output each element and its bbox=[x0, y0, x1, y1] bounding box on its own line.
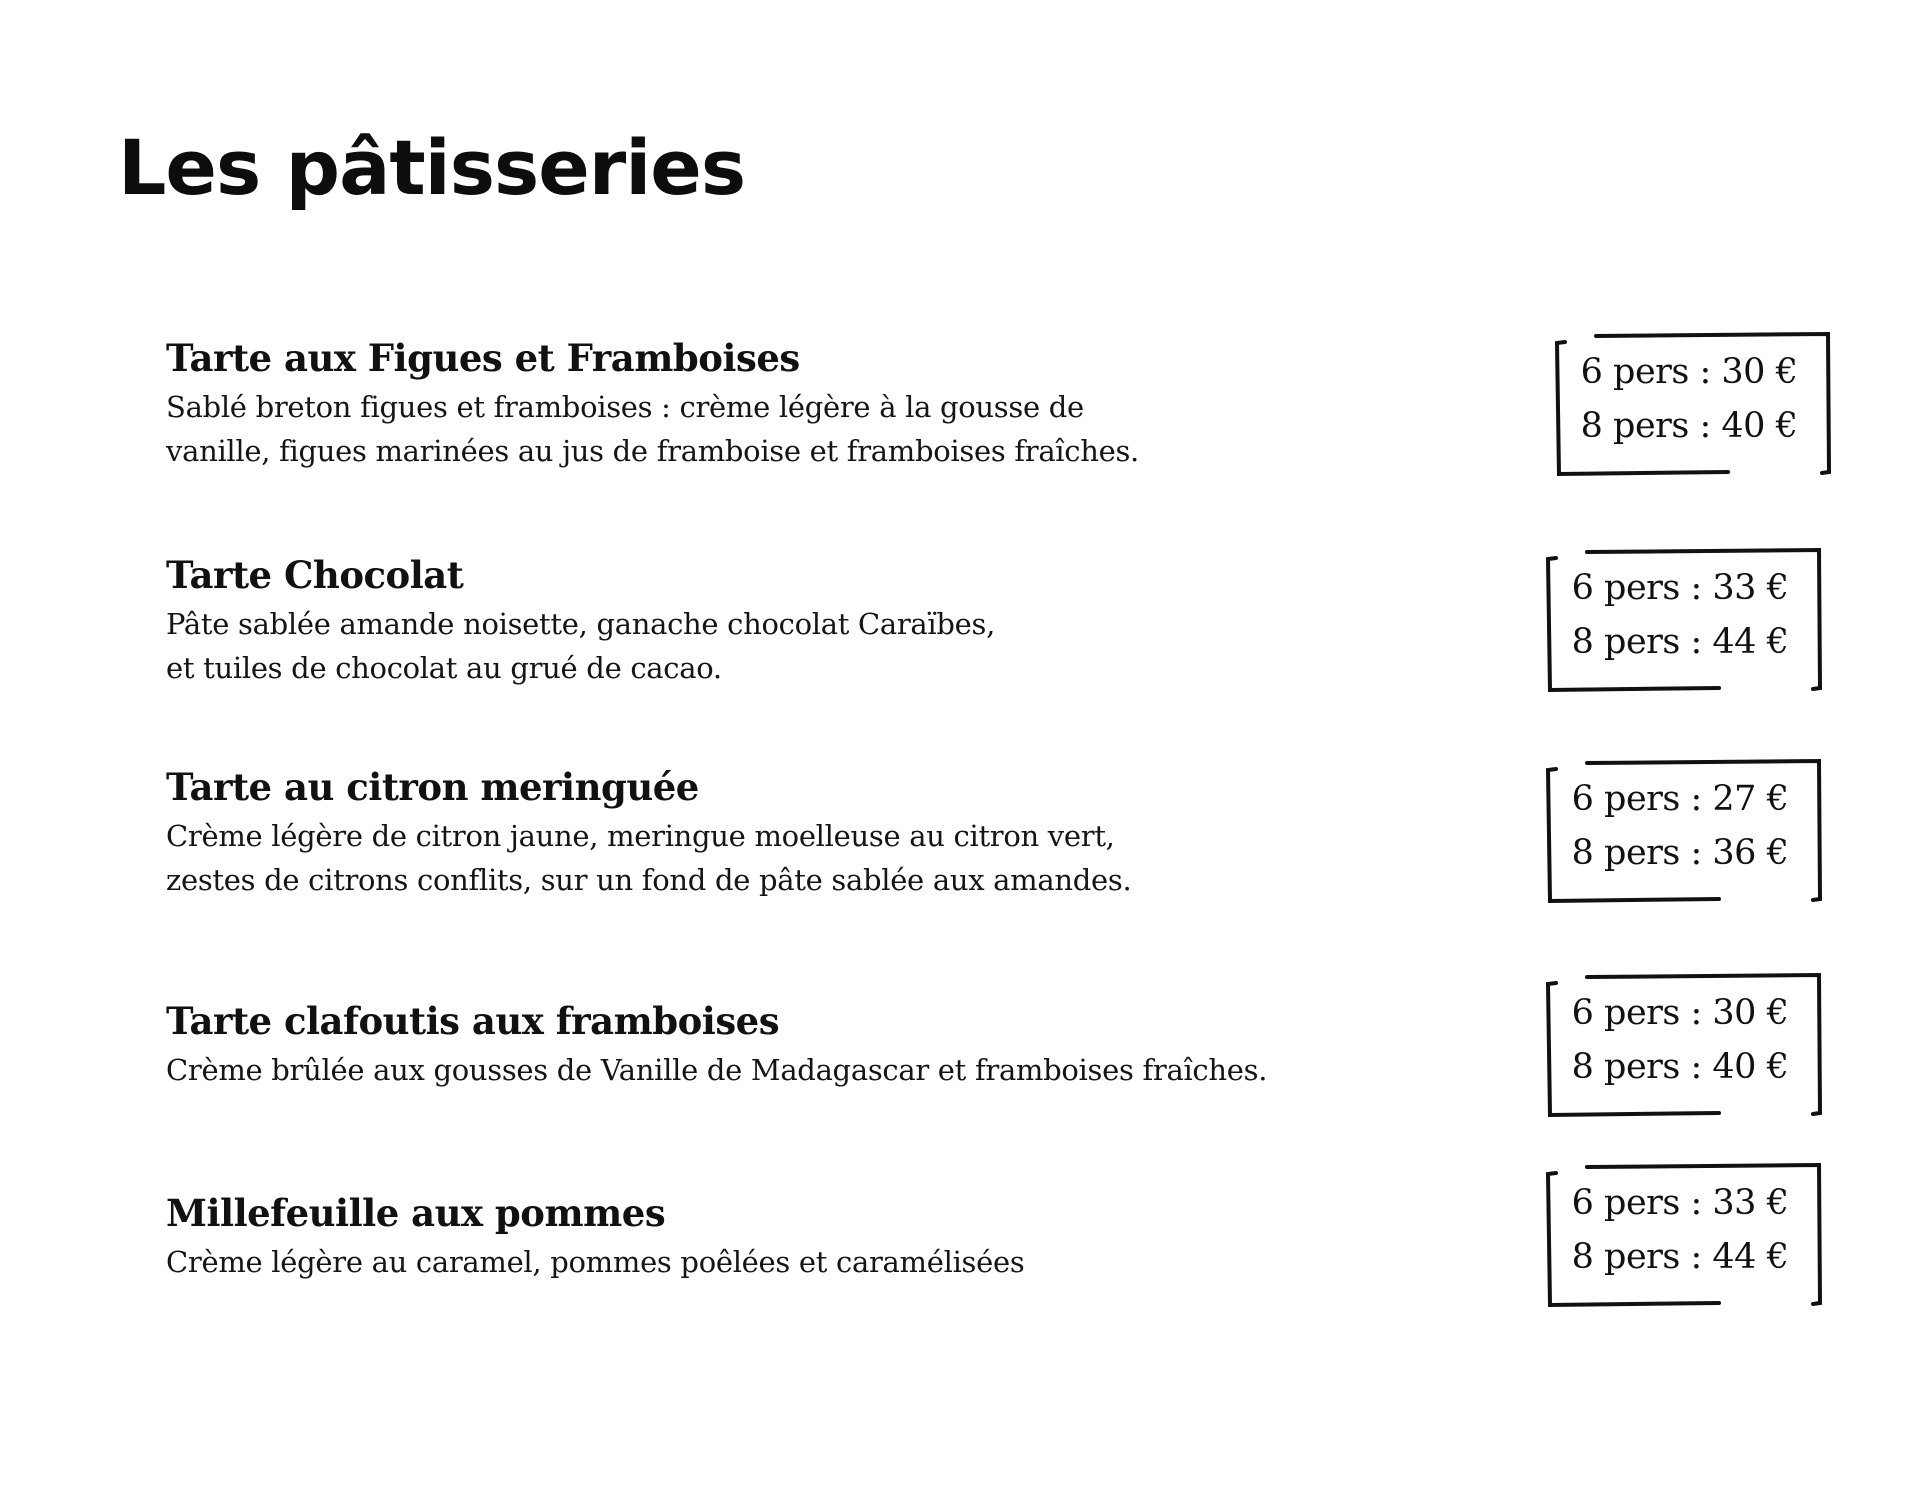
price-8-pers: 8 pers : 40 € bbox=[1580, 406, 1798, 446]
item-name: Tarte au citron meringuée bbox=[166, 765, 699, 809]
price-6-pers: 6 pers : 27 € bbox=[1571, 779, 1789, 819]
price-box bbox=[1547, 761, 1813, 895]
price-box bbox=[1547, 975, 1813, 1109]
item-name: Millefeuille aux pommes bbox=[166, 1191, 666, 1235]
item-name: Tarte aux Figues et Framboises bbox=[166, 336, 800, 380]
price-6-pers: 6 pers : 33 € bbox=[1571, 1183, 1789, 1223]
item-description: Sablé breton figues et framboises : crème légère à la gousse de vanille, figues marinées au jus de framboise et framboises fraîches. bbox=[166, 390, 1139, 468]
page-title: Les pâtisseries bbox=[118, 123, 746, 212]
price-8-pers: 8 pers : 36 € bbox=[1571, 833, 1789, 873]
price-box bbox=[1556, 334, 1822, 468]
price-box bbox=[1547, 550, 1813, 684]
item-description: Crème légère au caramel, pommes poêlées et caramélisées bbox=[166, 1245, 1025, 1279]
price-6-pers: 6 pers : 30 € bbox=[1580, 352, 1798, 392]
price-8-pers: 8 pers : 44 € bbox=[1571, 622, 1789, 662]
item-name: Tarte clafoutis aux framboises bbox=[166, 999, 780, 1043]
price-8-pers: 8 pers : 44 € bbox=[1571, 1237, 1789, 1277]
item-description: Pâte sablée amande noisette, ganache chocolat Caraïbes, et tuiles de chocolat au grué de cacao. bbox=[166, 607, 996, 685]
price-box bbox=[1547, 1165, 1813, 1299]
price-6-pers: 6 pers : 30 € bbox=[1571, 993, 1789, 1033]
item-description: Crème brûlée aux gousses de Vanille de Madagascar et framboises fraîches. bbox=[166, 1053, 1268, 1087]
item-description: Crème légère de citron jaune, meringue moelleuse au citron vert, zestes de citrons conflits, sur un fond de pâte sablée aux amandes. bbox=[166, 819, 1132, 897]
price-6-pers: 6 pers : 33 € bbox=[1571, 568, 1789, 608]
price-8-pers: 8 pers : 40 € bbox=[1571, 1047, 1789, 1087]
item-name: Tarte Chocolat bbox=[166, 553, 464, 597]
